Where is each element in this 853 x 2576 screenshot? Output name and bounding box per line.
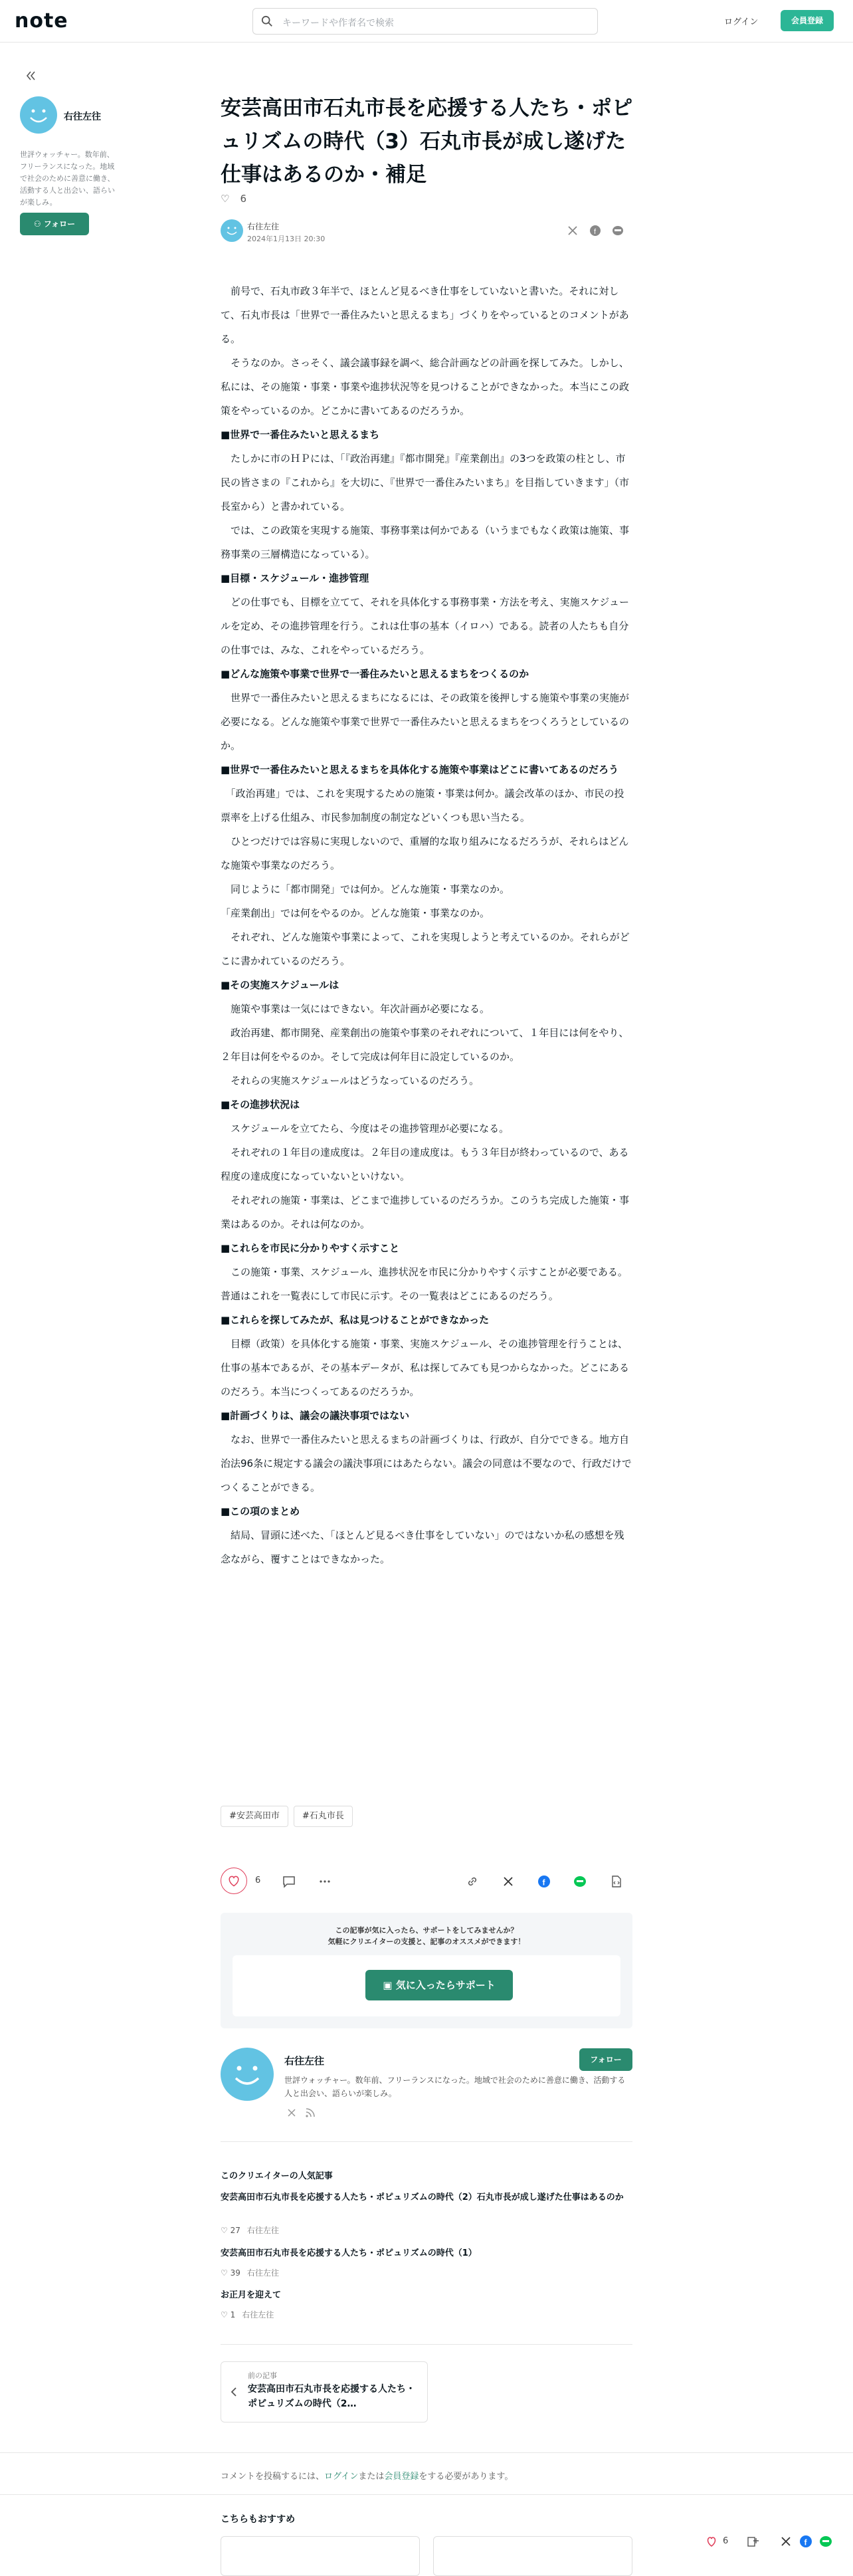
heart-icon: ♡	[221, 2226, 231, 2235]
body-paragraph: 「政治再建」では、これを実現するための施策・事業は何か。議会改革のほか、市民の投票率を上げる仕組み、市民参加制度の制定などいくつも思い当たる。	[221, 788, 624, 823]
popular-article-title[interactable]: 安芸高田市石丸市長を応援する人たち・ポピュリズムの時代（2）石丸市長が成し遂げた仕事はあるのか	[221, 2193, 624, 2202]
popular-article-title[interactable]: お正月を迎えて	[221, 2290, 282, 2300]
publish-date: 2024年1月13日 20:30	[247, 235, 326, 243]
comment-prefix: コメントを投稿するには、	[221, 2472, 325, 2482]
popular-like-count: 1	[230, 2310, 236, 2319]
section-heading: ■これらを市民に分かりやすく示すこと	[221, 1242, 400, 1254]
article-body	[221, 279, 632, 1571]
body-paragraph: そうなのか。さっそく、議会議事録を調べ、総合計画などの計画を探してみた。しかし、私には、その施策・事業・事業や進捗状況等を見つけることができなかった。本当にこの政策をやっているのか。どこかに書いてあるのだろうか。	[221, 357, 630, 417]
search-icon	[261, 15, 273, 27]
comment-notice	[221, 2469, 513, 2482]
body-paragraph: では、この政策を実現する施策、事務事業は何かである（いうまでもなく政策は施策、事務事業の三層構造になっている）。	[221, 524, 630, 560]
body-paragraph: 世界で一番住みたいと思えるまちになるには、その政策を後押しする施策や事業の実施が必要になる。どんな施策や事業で世界で一番住みたいと思えるまちをつくろうとしているのか。	[221, 692, 630, 752]
body-paragraph: スケジュールを立てたら、今度はその進捗管理が必要になる。	[221, 1123, 510, 1134]
chevron-left-icon	[229, 2386, 238, 2398]
facebook-share-icon[interactable]	[589, 224, 602, 237]
body-paragraph: 結局、冒頭に述べた、「ほとんど見るべき仕事をしていない」のではないか私の感想を残念ながら、覆すことはできなかった。	[221, 1529, 624, 1565]
section-heading: ■世界で一番住みたいと思えるまちを具体化する施策や事業はどこに書いてあるのだろう	[221, 764, 619, 776]
comment-suffix: をする必要があります。	[419, 2472, 514, 2482]
x-share-icon[interactable]	[501, 1874, 516, 1889]
login-link[interactable]: ログイン	[724, 17, 759, 27]
signup-button[interactable]: 会員登録	[781, 10, 834, 31]
heart-icon	[221, 1868, 246, 1893]
comment-section	[0, 2452, 853, 2495]
support-button-label: 気に入ったらサポート	[395, 1979, 496, 1991]
popular-heading: このクリエイターの人気記事	[221, 2171, 333, 2181]
popular-article-meta	[221, 2309, 274, 2320]
x-profile-icon[interactable]	[286, 2107, 298, 2119]
follow-label: フォロー	[43, 219, 76, 229]
like-button[interactable]	[221, 1868, 247, 1894]
previous-article-title: 安芸高田市石丸市長を応援する人たち・ポピュリズムの時代（2…	[248, 2384, 415, 2409]
heart-icon: ♡	[221, 2268, 231, 2278]
popular-author[interactable]: 右往左往	[246, 2226, 279, 2235]
profile-name[interactable]: 右往左往	[284, 2055, 325, 2067]
x-share-icon[interactable]	[566, 224, 579, 237]
add-user-icon: ⚇	[33, 219, 41, 229]
support-box	[221, 1913, 632, 2028]
svg-text:f: f	[804, 2537, 807, 2547]
note-logo[interactable]: note	[15, 9, 68, 33]
facebook-share-icon[interactable]	[537, 1874, 551, 1889]
author-avatar[interactable]	[221, 219, 243, 242]
popular-article-meta	[221, 2224, 279, 2236]
line-share-icon[interactable]	[818, 2534, 833, 2549]
search-box[interactable]	[252, 8, 598, 35]
collapse-chevron-icon[interactable]	[24, 69, 37, 82]
popular-like-count: 39	[230, 2268, 240, 2278]
section-heading: ■世界で一番住みたいと思えるまち	[221, 429, 380, 441]
body-paragraph: それらの実施スケジュールはどうなっているのだろう。	[221, 1075, 480, 1087]
section-heading: ■その進捗状況は	[221, 1099, 300, 1111]
body-paragraph: 政治再建、都市開発、産業創出の施策や事業のそれぞれについて、１年目には何をやり、２年目は何をやるのか。そして完成は何年目に設定しているのか。	[221, 1027, 629, 1063]
profile-follow-button[interactable]: フォロー	[579, 2048, 632, 2071]
popular-author[interactable]: 右往左往	[242, 2310, 274, 2319]
body-paragraph: それぞれの１年目の達成度は。２年目の達成度は。もう３年目が終わっているので、ある程度の達成度になっていないといけない。	[221, 1146, 629, 1182]
section-heading: ■目標・スケジュール・進捗管理	[221, 572, 369, 584]
creator-name[interactable]: 右往左往	[64, 112, 101, 122]
heart-icon: ♡	[221, 2310, 231, 2319]
hashtag[interactable]: #石丸市長	[294, 1806, 353, 1827]
hashtag-list	[221, 1806, 358, 1827]
creator-avatar[interactable]	[20, 96, 57, 134]
gift-icon: ▣	[383, 1979, 393, 1991]
comment-icon[interactable]	[282, 1874, 296, 1889]
recommend-heading: こちらもおすすめ	[221, 2514, 296, 2525]
search-placeholder: キーワードや作者名で検索	[282, 18, 394, 29]
more-icon[interactable]	[318, 1874, 332, 1889]
support-line2: 気軽にクリエイターの支援と、記事のオススメができます！	[328, 1937, 525, 1946]
sidebar-follow-button[interactable]	[20, 213, 89, 235]
magazine-add-icon[interactable]	[745, 2534, 760, 2549]
body-paragraph: 同じように「都市開発」では何か。どんな施策・事業なのか。	[221, 883, 510, 895]
hashtag[interactable]: #安芸高田市	[221, 1806, 288, 1827]
site-header	[0, 0, 853, 43]
link-icon[interactable]	[465, 1874, 480, 1889]
body-paragraph: それぞれの施策・事業は、どこまで進捗しているのだろうか。このうち完成した施策・事業はあるのか。それは何なのか。	[221, 1194, 630, 1230]
support-line1: この記事が気に入ったら、サポートをしてみませんか？	[335, 1926, 518, 1935]
author-name[interactable]: 右往左往	[247, 222, 280, 231]
support-button[interactable]	[365, 1970, 513, 2000]
comment-signup-link[interactable]: 会員登録	[384, 2472, 419, 2482]
body-paragraph: ひとつだけでは容易に実現しないので、重層的な取り組みになるだろうが、それらはどんな施策や事業なのだろう。	[221, 835, 629, 871]
creator-bio: 世評ウォッチャー。数年前、フリーランスになった。地域で社会のために善意に働き、活動する人と出会い、語らいが楽しみ。	[20, 150, 115, 207]
section-heading: ■これらを探してみたが、私は見つけることができなかった	[221, 1314, 490, 1326]
x-share-icon[interactable]	[779, 2534, 793, 2549]
comment-mid: または	[358, 2472, 385, 2482]
section-heading: ■どんな施策や事業で世界で一番住みたいと思えるまちをつくるのか	[221, 668, 529, 680]
support-inner	[233, 1955, 620, 2016]
body-paragraph: この施策・事業、スケジュール、進捗状況を市民に分かりやすく示すことが必要である。普通はこれを一覧表にして市民に示す。その一覧表はどこにあるのだろう。	[221, 1266, 628, 1302]
popular-like-count: 27	[230, 2226, 240, 2235]
smiley-avatar-icon	[221, 2048, 274, 2101]
body-paragraph: 「産業創出」では何をやるのか。どんな施策・事業なのか。	[221, 907, 490, 919]
heart-icon: ♡	[221, 193, 230, 205]
article-title: 安芸高田市石丸市長を応援する人たち・ポピュリズムの時代（3）石丸市長が成し遂げた仕事はあるのか・補足	[221, 96, 632, 187]
article-action-bar	[221, 1868, 632, 1898]
profile-bio: 世評ウォッチャー。数年前、フリーランスになった。地域で社会のために善意に働き、活動する人と出会い、語らいが楽しみ。	[284, 2076, 626, 2098]
article-like-count[interactable]	[221, 193, 246, 205]
float-like-count: 6	[723, 2536, 729, 2546]
section-heading: ■計画づくりは、議会の議決事項ではない	[221, 1410, 410, 1422]
like-count: 6	[255, 1876, 261, 1885]
embed-icon[interactable]	[609, 1874, 623, 1889]
previous-article-card[interactable]	[221, 2361, 428, 2422]
rss-icon[interactable]	[304, 2107, 316, 2119]
divider	[221, 2344, 632, 2345]
svg-text:f: f	[542, 1878, 545, 1887]
recommend-card[interactable]	[433, 2536, 632, 2576]
line-share-icon[interactable]	[611, 224, 624, 237]
popular-article-meta	[221, 2267, 279, 2278]
previous-article-label: 前の記事	[248, 2371, 277, 2380]
svg-text:f: f	[594, 228, 597, 236]
like-count: 6	[240, 193, 246, 205]
body-paragraph: たしかに市のＨＰには、「『政治再建』『都市開発』『産業創出』の3つを政策の柱とし、市民の皆さまの『これから』を大切に、『世界で一番住みたいまち』を目指していきます」（市長室から）と書かれている。	[221, 453, 630, 512]
popular-article-title[interactable]: 安芸高田市石丸市長を応援する人たち・ポピュリズムの時代（1）	[221, 2248, 477, 2258]
recommend-card[interactable]	[221, 2536, 420, 2576]
smiley-avatar-icon	[20, 96, 57, 134]
popular-author[interactable]: 右往左往	[246, 2268, 279, 2278]
body-paragraph: 施策や事業は一気にはできない。年次計画が必要になる。	[221, 1003, 490, 1015]
section-heading: ■この項のまとめ	[221, 1505, 300, 1517]
line-share-icon[interactable]	[573, 1874, 587, 1889]
profile-avatar[interactable]	[221, 2048, 274, 2101]
divider	[221, 2141, 632, 2142]
body-paragraph: なお、世界で一番住みたいと思えるまちの計画づくりは、行政が、自分でできる。地方自治法96条に規定する議会の議決事項にはあたらない。議会の同意は不要なので、行政だけでつくることができる。	[221, 1434, 632, 1493]
body-paragraph: それぞれ、どんな施策や事業によって、これを実現しようと考えているのか。それらがどこに書かれているのだろう。	[221, 931, 630, 967]
body-paragraph: 目標（政策）を具体化する施策・事業、実施スケジュール、その進捗管理を行うことは、仕事の基本であるが、その基本データが、私は探してみても見つからなかった。どこにあるのだろう。本当につくってあるのだろうか。	[221, 1338, 630, 1398]
comment-login-link[interactable]: ログイン	[324, 2472, 359, 2482]
heart-icon[interactable]	[704, 2534, 719, 2549]
body-paragraph: どの仕事でも、目標を立てて、それを具体化する事務事業・方法を考え、実施スケジュールを定め、その進捗管理を行う。これは仕事の基本（イロハ）である。読者の人たちも自分の仕事では、みな、これをやっているだろう。	[221, 596, 630, 656]
section-heading: ■その実施スケジュールは	[221, 979, 339, 991]
facebook-share-icon[interactable]	[799, 2534, 813, 2549]
smiley-avatar-icon	[221, 219, 243, 242]
body-paragraph: 前号で、石丸市政３年半で、ほとんど見るべき仕事をしていないと書いた。それに対して、石丸市長は「世界で一番住みたいと思えるまち」づくりをやっているとのコメントがある。	[221, 285, 629, 345]
